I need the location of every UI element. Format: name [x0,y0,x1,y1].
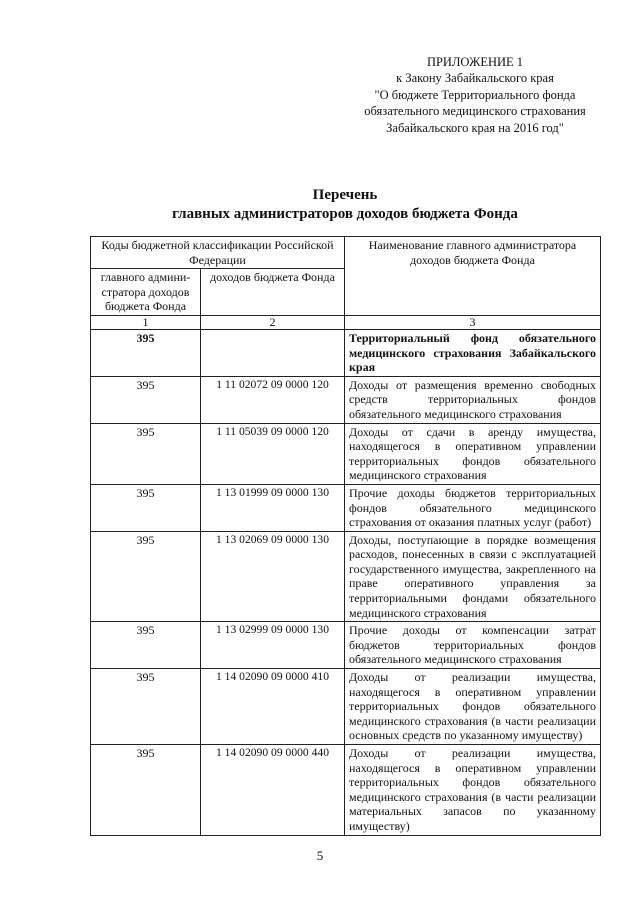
revenue-name-cell: Прочие доходы бюджетов территориальных фондов обязательного медицинского страхования от оказания платных услуг (работ) [345,484,601,531]
admin-code-cell: 395 [91,622,201,669]
document-title-line-1: Перечень [312,187,378,203]
admin-code-cell: 395 [91,423,201,484]
admin-code-cell: 395 [91,531,201,622]
appendix-law-name-line-2: обязательного медицинского страхования [364,104,586,119]
table-row [91,669,601,745]
revenue-name-cell: Прочие доходы от компенсации затрат бюджетов территориальных фондов обязательного медицинского страхования [345,622,601,669]
table-row [91,329,601,376]
table-row [91,376,601,423]
revenue-code-cell: 1 13 02069 09 0000 130 [201,531,345,622]
admin-code-cell: 395 [91,376,201,423]
page-number: 5 [316,848,324,863]
revenue-code-cell: 1 14 02090 09 0000 410 [201,669,345,745]
revenue-code-cell: 1 11 05039 09 0000 120 [201,423,345,484]
table-row [91,622,601,669]
header-budget-classification-codes: Коды бюджетной классификации Российской Федерации [91,237,345,269]
administrators-table [90,236,601,836]
revenue-code-cell [201,329,345,376]
header-revenue-code: доходов бюджета Фонда [201,269,345,316]
appendix-title: ПРИЛОЖЕНИЕ 1 [426,55,524,69]
revenue-name-cell: Доходы от реализации имущества, находящегося в оперативном управлении территориальных фондов обязательного медицинского страхования (в части реализации основных средств по указанному имуществу) [345,669,601,745]
revenue-code-cell: 1 13 01999 09 0000 130 [201,484,345,531]
header-administrator-name: Наименование главного администратора доходов бюджета Фонда [345,237,601,316]
admin-code-cell: 395 [91,745,201,836]
revenue-code-cell: 1 13 02999 09 0000 130 [201,622,345,669]
admin-code-cell: 395 [91,669,201,745]
header-chief-administrator-code: главного админи-стратора доходов бюджета Фонда [91,269,201,316]
table-row [91,531,601,622]
admin-code-cell: 395 [91,329,201,376]
column-number-2: 2 [201,315,345,329]
document-title-line-2: главных администраторов доходов бюджета Фонда [172,206,518,222]
appendix-law-reference: к Закону Забайкальского края [396,71,554,86]
appendix-header [340,54,610,136]
revenue-name-cell: Доходы от реализации имущества, находящегося в оперативном управлении территориальных фондов обязательного медицинского страхования (в части реализации материальных запасов по указанному имуществу) [345,745,601,836]
table-row [91,423,601,484]
revenue-code-cell: 1 11 02072 09 0000 120 [201,376,345,423]
document-title [90,186,600,224]
revenue-name-cell: Доходы от размещения временно свободных средств территориальных фондов обязательного медицинского страхования [345,376,601,423]
revenue-code-cell: 1 14 02090 09 0000 440 [201,745,345,836]
revenue-name-cell: Территориальный фонд обязательного медицинского страхования Забайкальского края [345,329,601,376]
column-number-1: 1 [91,315,201,329]
column-number-3: 3 [345,315,601,329]
appendix-law-name-line-1: "О бюджете Территориального фонда [374,87,576,102]
admin-code-cell: 395 [91,484,201,531]
revenue-name-cell: Доходы, поступающие в порядке возмещения расходов, понесенных в связи с эксплуатацией государственного имущества, закрепленного на праве оперативного управления за территориальными фондами обязательного медицинского страхования [345,531,601,622]
revenue-name-cell: Доходы от сдачи в аренду имущества, находящегося в оперативном управлении территориальных фондов обязательного медицинского страхования [345,423,601,484]
appendix-law-name-line-3: Забайкальского края на 2016 год" [386,120,564,135]
table-row [91,745,601,836]
table-row [91,484,601,531]
